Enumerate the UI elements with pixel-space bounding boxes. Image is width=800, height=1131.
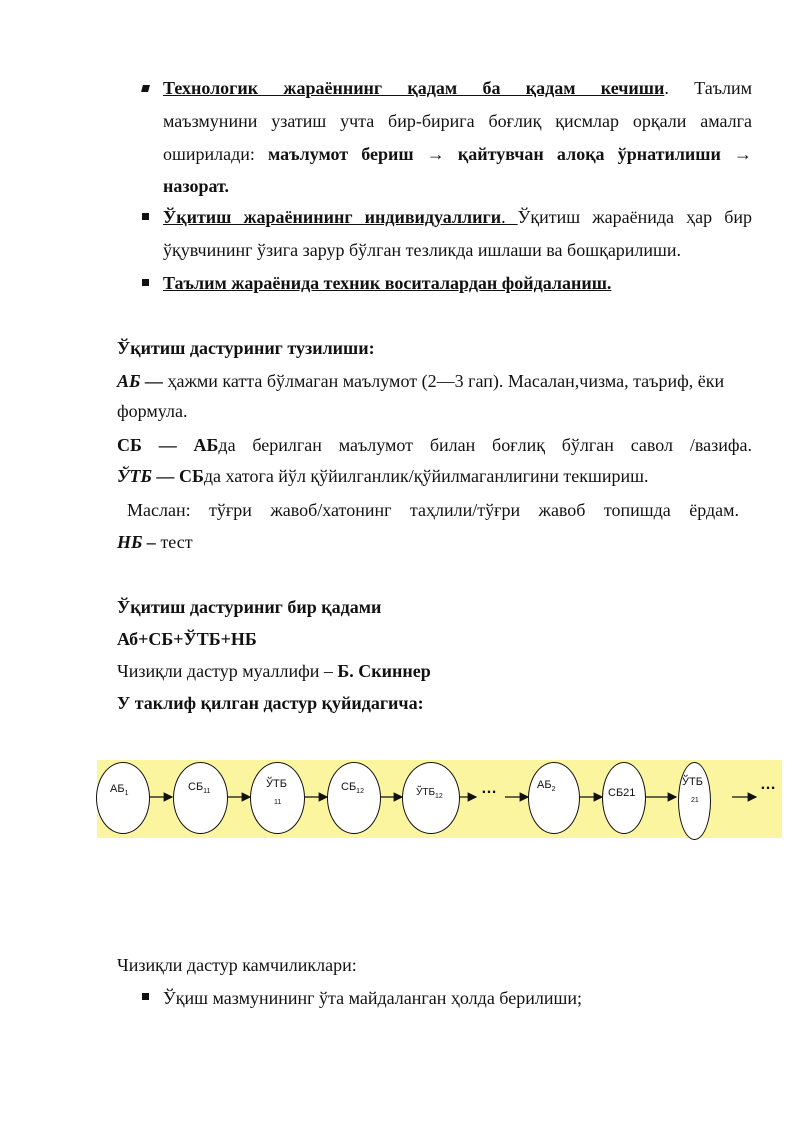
paragraph-line: маъзмунини узатиш учта бир-бирига боғлиқ қисмлар орқали амалга (163, 111, 752, 131)
flow-node: $ЎТБ_{12}$ (402, 762, 460, 834)
ellipsis: … (760, 776, 776, 793)
section-heading: Ўқитиш дастуриниг тузилиши: (117, 338, 375, 358)
paragraph-line: ЎТБ — СБда хатога йўл қўйилганлик/қўйилмаганлигини текшириш. (117, 466, 649, 486)
bullet-title: Технологик жараённинг қадам ба қадам кечиши (163, 78, 665, 98)
paragraph-line: Технологик жараённинг қадам ба қадам кечиши. Таълим (163, 78, 753, 98)
paragraph-line: СБ — АБда берилган маълумот билан боғлиқ бўлган савол /вазифа. (117, 435, 752, 455)
flow-node: ЎТБ 11 (250, 762, 305, 834)
paragraph-line: НБ – тест (117, 532, 193, 552)
section-heading: Ўқитиш дастуриниг бир қадами (117, 597, 382, 617)
bullet-title: Ўқитиш жараёнининг индивидуаллиги (163, 207, 502, 227)
section-heading: Чизиқли дастур камчиликлари: (117, 955, 357, 975)
bullet-marker (142, 993, 149, 1000)
paragraph-line: Чизиқли дастур муаллифи – Б. Скиннер (117, 661, 431, 681)
paragraph-line: Ўқитиш жараёнининг индивидуаллиги. Ўқитиш жараёнида ҳар бир (163, 207, 752, 227)
paragraph-line: назорат. (163, 176, 230, 196)
flow-node: ЎТБ 21 (678, 762, 711, 840)
flow-node: $АБ_1$ (96, 762, 150, 834)
section-heading: У таклиф қилган дастур қуйидагича: (117, 693, 424, 713)
flow-node: $СБ_{12}$ (327, 762, 381, 834)
formula: Аб+СБ+ЎТБ+НБ (117, 629, 257, 649)
paragraph-text: Таълим (694, 78, 753, 98)
flow-node: $СБ_{11}$ (173, 762, 228, 834)
paragraph-text: Ўқитиш жараёнида ҳар бир (517, 207, 752, 227)
bullet-title: Таълим жараёнида техник воситалардан фойдаланиш. (163, 273, 612, 293)
paragraph-line: формула. (117, 401, 188, 421)
ellipsis: … (481, 780, 497, 797)
flow-node: СБ21 (602, 762, 646, 834)
flow-text: маълумот бериш → қайтувчан алоқа ўрнатилиши → (268, 144, 752, 164)
paragraph-line: АБ — ҳажми катта бўлмаган маълумот (2—3 гап). Масалан,чизма, таъриф, ёки (117, 371, 725, 391)
paragraph-line: ўқувчининг ўзига зарур бўлган тезликда ишлаши ва бошқарилиши. (163, 240, 682, 260)
flow-node: $АБ_2$ (528, 762, 580, 834)
paragraph-line: оширилади: маълумот бериш → қайтувчан алоқа ўрнатилиши → (163, 144, 752, 164)
list-item: Ўқиш мазмунининг ўта майдаланган ҳолда берилиши; (163, 988, 582, 1008)
paragraph-line: Маслан: тўғри жавоб/хатонинг таҳлили/тўғри жавоб топишда ёрдам. (127, 500, 739, 520)
